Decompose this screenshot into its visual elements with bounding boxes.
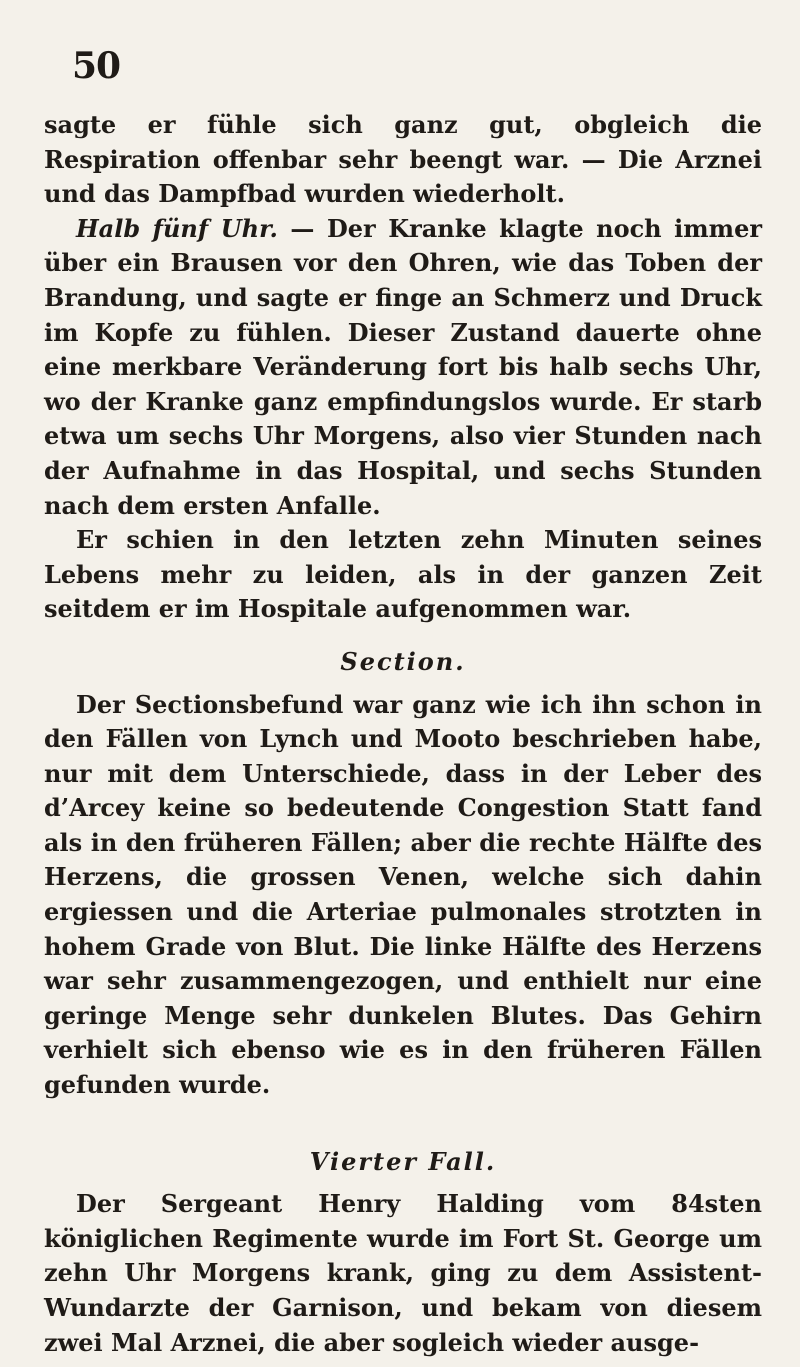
- paragraph-2-text: — Der Kranke klagte noch immer über ein Brausen vor den Ohren, wie das Toben der Brandung, und sagte er finge an Schmerz und Druck im Kopfe zu fühlen. Dieser Zustand dauerte ohne eine merkbare Veränderung fort bis halb sechs Uhr, wo der Kranke ganz empfindungslos wurde. Er starb etwa um sechs Uhr Morgens, also vier Stunden nach der Aufnahme in das Hospital, und sechs Stunden nach dem ersten Anfalle.: [44, 213, 762, 520]
- paragraph-2: [44, 212, 762, 523]
- paragraph-5: Der Sergeant Henry Halding vom 84sten königlichen Regimente wurde im Fort St. George um zehn Uhr Morgens krank, ging zu dem Assistent-Wundarzte der Garnison, und bekam von diesem zwei Mal Arznei, die aber sogleich wieder ausge-: [44, 1189, 762, 1357]
- section-heading: Section.: [340, 646, 466, 676]
- paragraph-4: Der Sectionsbefund war ganz wie ich ihn schon in den Fällen von Lynch und Mooto beschrieben habe, nur mit dem Unterschiede, dass in der Leber des d’Arcey keine so bedeutende Congestion Statt fand als in den früheren Fällen; aber die rechte Hälfte des Herzens, die grossen Venen, welche sich dahin ergiessen und die Arteriae pulmonales strotzten in hohem Grade von Blut. Die linke Hälfte des Herzens war sehr zusammengezogen, und enthielt nur eine geringe Menge sehr dunkelen Blutes. Das Gehirn verhielt sich ebenso wie es in den früheren Fällen gefunden wurde.: [44, 689, 762, 1100]
- time-label: Halb fünf Uhr.: [76, 213, 278, 243]
- case-heading: Vierter Fall.: [309, 1146, 497, 1176]
- paragraph-1: sagte er fühle sich ganz gut, obgleich die Respiration offenbar sehr beengt war. — Die Arznei und das Dampfbad wurden wiederholt.: [44, 110, 762, 209]
- page-number: 50: [72, 45, 121, 87]
- page-content: [44, 108, 762, 1360]
- paragraph-3: Er schien in den letzten zehn Minuten seines Lebens mehr zu leiden, als in der ganzen Zeit seitdem er im Hospitale aufgenommen war.: [44, 525, 762, 624]
